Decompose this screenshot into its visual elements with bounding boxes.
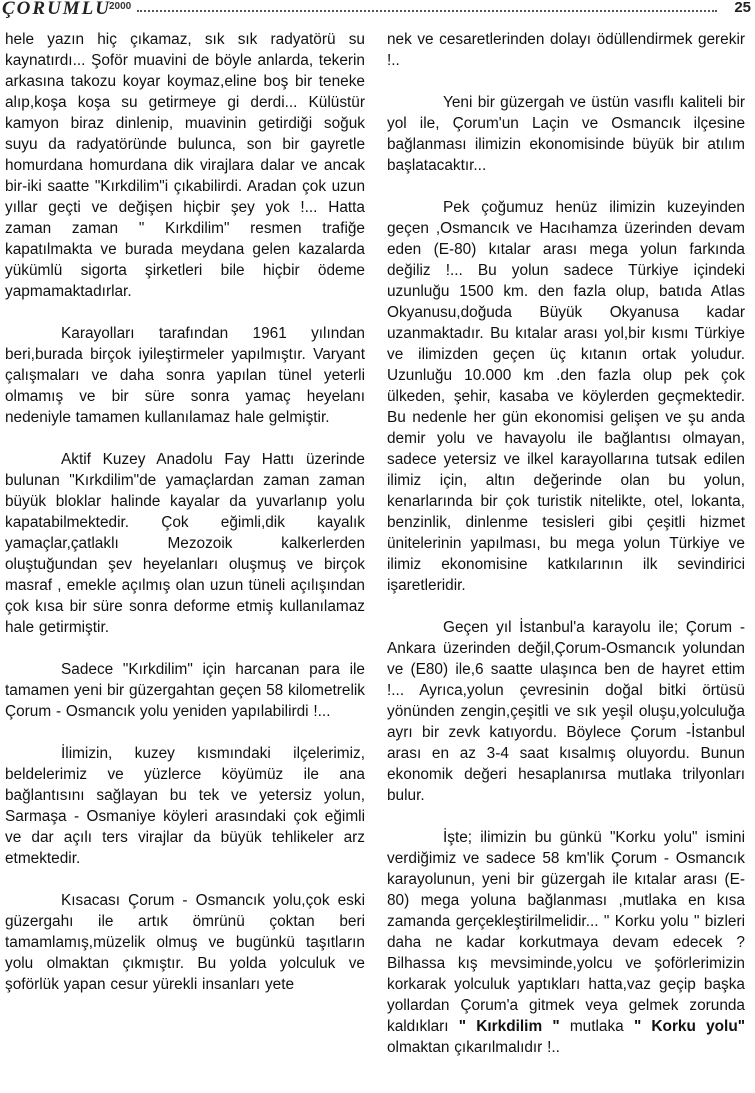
page-header — [0, 0, 755, 22]
magazine-logo: ÇORUMLU — [2, 0, 112, 19]
left-paragraph-2: Karayolları tarafından 1961 yılından beri,burada birçok iyileştirmeler yapılmıştır. Varyant çalışmaları ve daha sonra yapılan tünel yeterli olmamış ve bir süre sonra yamaç heyelanı nedeniyle tamamen kullanılamaz hale gelmiştir. — [5, 325, 365, 426]
paragraph-text: olmaktan çıkarılmalıdır !.. — [387, 1039, 560, 1056]
right-paragraph-5 — [387, 827, 745, 1058]
paragraph-text: İşte; ilimizin bu günkü "Korku yolu" ismini verdiğimiz ve sadece 58 km'lik Çorum - Osmancık karayolunun, yeni bir güzergah ile kıtalar arası (E-80) mega yoluna bağlanması ,mutlaka en kısa zamanda gerçekleştirilmelidir... " Korku yolu " bizleri daha ne kadar korkutmaya devam edecek ? Bilhassa kış mevsiminde,yolcu ve şoförlerimizin korkarak yolculuk yaptıkları hatta,vaz geçip başka yollardan Çorum'a gitmek veya gelmek zorunda kaldıkları — [387, 829, 745, 1035]
header-dotted-rule — [137, 10, 717, 12]
right-paragraph-4: Geçen yıl İstanbul'a karayolu ile; Çorum - Ankara üzerinden değil,Çorum-Osmancık yolundan ve (E80) ile,6 saatte ulaşınca ben de hayret ettim !... Ayrıca,yolun çevresinin doğal bitki örtüsü yönünden zengin,çeşitli ve sık yeşil oluşu,yolculuğa ayrı bir zevk katıyordu. Böylece Çorum -İstanbul arası en az 3-4 saat kısalmış oluyordu. Bunun ekonomik değeri hesaplanırsa mutlaka trilyonları bulur. — [387, 619, 745, 804]
left-paragraph-1: hele yazın hiç çıkamaz, sık sık radyatörü su kaynatırdı... Şoför muavini de böyle anlarda, tekerin arkasına takozu koyar koymaz,eline boş bir teneke alıp,koşa koşa su getirmeye gi derdi... Külüstür kamyon biraz dinlenip, muavinin getirdiği soğuk suyu da radyatöründe bulunca, son bir gayretle homurdana homurdana dik virajlara dalar ve ancak bir-iki saatte "Kırkdilim"i çıkabilirdi. Aradan çok uzun yıllar geçti ve değişen hiçbir şey yok !... Hatta zaman zaman " Kırkdilim" resmen trafiğe kapatılmakta ve burada meydana gelen kazalarda yükümlü sigorta şirketleri bile hiçbir ödeme yapmamaktadırlar. — [5, 31, 365, 300]
left-paragraph-6: Kısacası Çorum - Osmancık yolu,çok eski güzergahı ile artık ömrünü çoktan beri tamamlamış,müzelik olmuş ve bugünkü taşıtların yolu olmaktan çıkmıştır. Bu yolda yolculuk ve şoförlük yapan cesur yürekli insanları yete — [5, 892, 365, 993]
right-paragraph-3: Pek çoğumuz henüz ilimizin kuzeyinden geçen ,Osmancık ve Hacıhamza üzerinden devam eden (E-80) kıtalar arası mega yolun farkında değiliz !... Bu yolun sadece Türkiye içindeki uzunluğu 1500 km. den fazla olup, batıda Atlas Okyanusu,doğuda Büyük Okyanusa kadar uzanmaktadır. Bu kıtalar arası yol,bir kısmı Türkiye ve ilimizden geçen üç kıtanın ortak yoludur. Uzunluğu 10.000 km .den fazla olup pek çok ülkeden, şehir, kasaba ve köylerden geçmektedir. Bu nedenle her gün ekonomisi gelişen ve şu anda demir yolu ve havayolu ile bağlantısı olmayan, sadece yetersiz ve ilkel karayollarına tutsak edilen ilimiz için, altın değerinde olan bu yolun, kenarlarında bir çok turistik nitelikte, otel, lokanta, benzinlik, dinlenme tesisleri gibi çeşitli hizmet ünitelerinin yapılması, bu mega yolun Türkiye ve ilimiz ekonomisine katkılarının ilk sevindirici işaretleridir. — [387, 199, 745, 594]
right-paragraph-2: Yeni bir güzergah ve üstün vasıflı kaliteli bir yol ile, Çorum'un Laçin ve Osmancık ilçesine bağlanması ilimizin ekonomisinde büyük bir atılım başlatacaktır... — [387, 94, 745, 174]
right-column — [387, 29, 745, 1058]
kirkdilim-emphasis: " Kırkdilim " — [458, 1018, 560, 1035]
paragraph-text: mutlaka — [569, 1018, 624, 1035]
right-paragraph-1: nek ve cesaretlerinden dolayı ödüllendirmek gerekir !.. — [387, 31, 745, 69]
left-paragraph-3: Aktif Kuzey Anadolu Fay Hattı üzerinde bulunan "Kırkdilim"de yamaçlardan zaman zaman büyük bloklar halinde kayalar da yuvarlanıp yolu kapatabilmektedir. Çok eğimli,dik kayalık yamaçlar,çatlaklı Mezozoik kalkerlerden oluştuğundan şev heyelanları oluşmuş ve birçok masraf , emekle açılmış olan uzun tüneli açılışından çok kısa bir süre sonra deforme etmiş kullanılamaz hale getirmiştir. — [5, 451, 365, 636]
page-number: 25 — [734, 0, 751, 16]
korku-yolu-emphasis: " Korku yolu" — [633, 1018, 746, 1035]
left-paragraph-4: Sadece "Kırkdilim" için harcanan para ile tamamen yeni bir güzergahtan geçen 58 kilometrelik Çorum - Osmancık yolu yeniden yapılabilirdi !... — [5, 661, 365, 720]
issue-year: 2000 — [109, 1, 132, 12]
left-paragraph-5: İlimizin, kuzey kısmındaki ilçelerimiz, beldelerimiz ve yüzlerce köyümüz ile ana bağlantısını sağlayan bu tek ve yetersiz yolun, Sarmaşa - Osmaniye köyleri arasındaki çok eğimli ve dar açılı ters virajlar da büyük tehlikeler arz etmektedir. — [5, 745, 365, 867]
left-column — [5, 29, 365, 995]
